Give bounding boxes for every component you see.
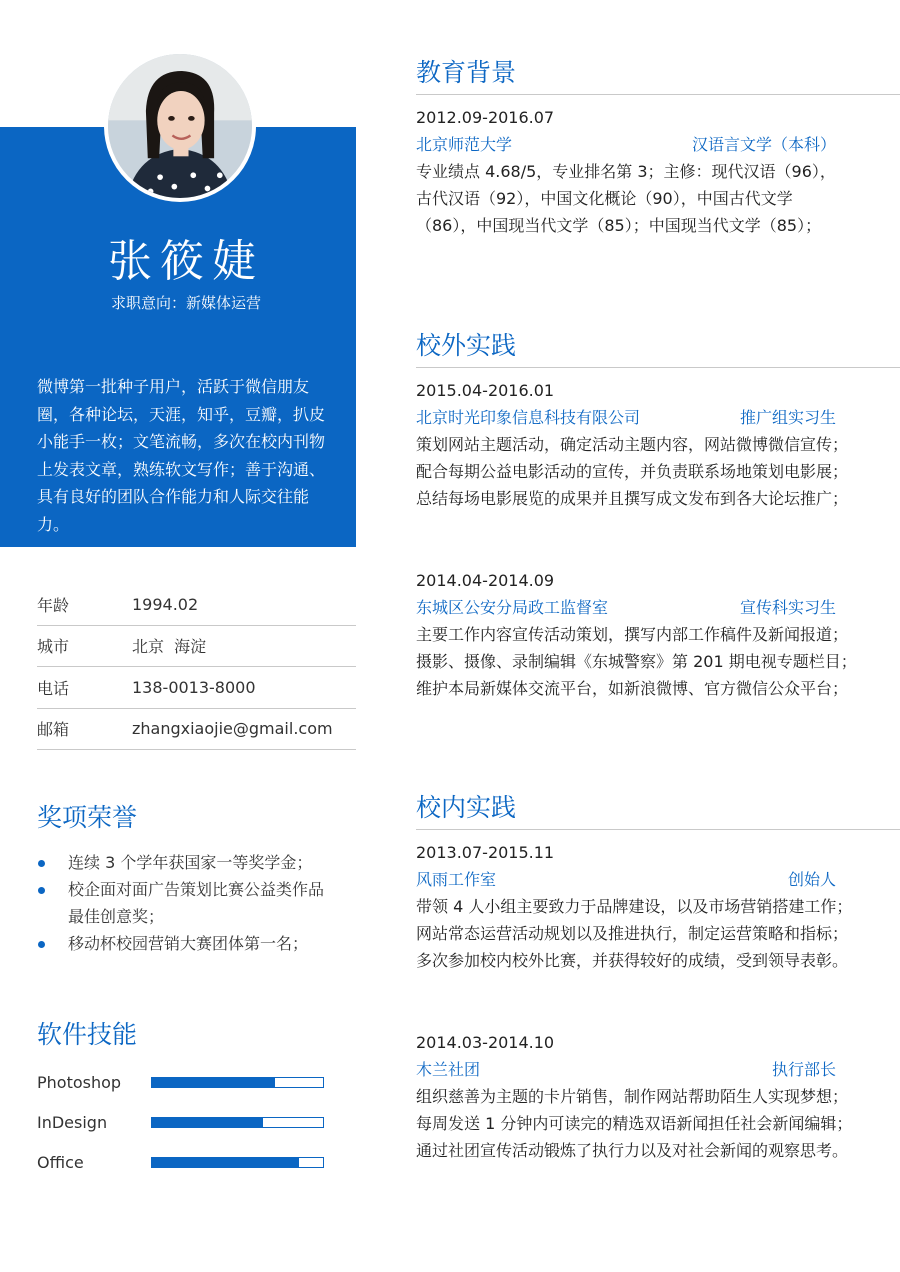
entry-date: 2014.03-2014.10 xyxy=(416,1033,555,1052)
entry-date: 2013.07-2015.11 xyxy=(416,843,555,862)
info-value: 北京 海淀 xyxy=(132,637,207,657)
entry-line: 每周发送 1 分钟内可读完的精选双语新闻担任社会新闻编辑； xyxy=(416,1114,853,1133)
education-entry xyxy=(416,104,900,239)
list-item xyxy=(37,849,337,876)
experience-entry xyxy=(416,1029,900,1164)
role: 创始人 xyxy=(787,870,836,889)
info-row-age xyxy=(37,584,356,626)
entry-line: 主要工作内容宣传活动策划，撰写内部工作稿件及新闻报道； xyxy=(416,625,849,644)
org-row xyxy=(416,594,836,621)
info-row-city xyxy=(37,626,356,668)
internal-practice-section xyxy=(416,789,900,1164)
bullet-icon xyxy=(38,887,45,894)
org-name: 东城区公安分局政工监督室 xyxy=(416,598,609,617)
skills-heading: 软件技能 xyxy=(37,1020,138,1049)
skill-bar-fill xyxy=(152,1078,275,1087)
divider xyxy=(416,94,900,95)
skill-bar xyxy=(151,1157,324,1168)
entry-date: 2012.09-2016.07 xyxy=(416,108,555,127)
divider xyxy=(416,829,900,830)
info-label: 邮箱 xyxy=(37,720,70,740)
awards-list xyxy=(37,849,337,957)
info-label: 年龄 xyxy=(37,595,70,615)
entry-line: 配合每期公益电影活动的宣传，并负责联系场地策划电影展； xyxy=(416,462,849,481)
candidate-name: 张筱婕 xyxy=(108,236,264,287)
skill-bar xyxy=(151,1117,324,1128)
skill-bar xyxy=(151,1077,324,1088)
org-name: 北京时光印象信息科技有限公司 xyxy=(416,408,641,427)
section-title: 校内实践 xyxy=(416,793,517,822)
school-name: 北京师范大学 xyxy=(416,135,513,154)
entry-date: 2014.04-2014.09 xyxy=(416,571,555,590)
entry-line: 带领 4 人小组主要致力于品牌建设，以及市场营销搭建工作； xyxy=(416,897,853,916)
skill-row xyxy=(37,1142,337,1182)
experience-entry xyxy=(416,567,900,702)
skill-name: Office xyxy=(37,1152,84,1172)
org-name: 风雨工作室 xyxy=(416,870,497,889)
entry-line: 策划网站主题活动，确定活动主题内容，网站微博微信宣传； xyxy=(416,435,849,454)
skill-row xyxy=(37,1062,337,1102)
info-row-phone xyxy=(37,667,356,709)
org-row xyxy=(416,866,836,893)
info-value: 138-0013-8000 xyxy=(132,677,256,697)
major: 汉语言文学（本科） xyxy=(691,135,836,154)
entry-line: 摄影、摄像、录制编辑《东城警察》第 201 期电视专题栏目； xyxy=(416,652,857,671)
org-name: 木兰社团 xyxy=(416,1060,481,1079)
list-item xyxy=(37,930,337,957)
portrait-photo xyxy=(108,54,252,198)
info-row-email xyxy=(37,709,356,751)
job-intent: 求职意向：新媒体运营 xyxy=(110,294,261,312)
divider xyxy=(416,367,900,368)
info-label: 电话 xyxy=(37,678,70,698)
education-details: 专业绩点 4.68/5，专业排名第 3；主修：现代汉语（96），古代汉语（92），中国文化概论（90），中国古代文学（86），中国现当代文学（85）；中国现当代文学（85）； xyxy=(416,162,836,235)
skill-name: Photoshop xyxy=(37,1072,122,1092)
role: 执行部长 xyxy=(771,1060,836,1079)
entry-line: 总结每场电影展览的成果并且撰写成文发布到各大论坛推广； xyxy=(416,489,849,508)
section-title: 校外实践 xyxy=(416,331,517,360)
info-label: 城市 xyxy=(37,637,70,657)
info-value: 1994.02 xyxy=(132,594,199,614)
award-text: 移动杯校园营销大赛团体第一名； xyxy=(68,934,309,953)
entry-line: 多次参加校内校外比赛，并获得较好的成绩，受到领导表彰。 xyxy=(416,951,849,970)
bullet-icon xyxy=(38,860,45,867)
entry-line: 通过社团宣传活动锻炼了执行力以及对社会新闻的观察思考。 xyxy=(416,1141,849,1160)
avatar xyxy=(104,50,256,202)
skill-bar-fill xyxy=(152,1158,299,1167)
org-row xyxy=(416,131,836,158)
awards-heading: 奖项荣誉 xyxy=(37,803,138,832)
award-text: 连续 3 个学年获国家一等奖学金； xyxy=(68,853,313,872)
experience-entry xyxy=(416,377,900,512)
external-practice-section xyxy=(416,327,900,702)
skill-row xyxy=(37,1102,337,1142)
list-item xyxy=(37,876,337,930)
experience-entry xyxy=(416,839,900,974)
skill-bar-fill xyxy=(152,1118,263,1127)
education-section xyxy=(416,54,900,239)
self-introduction: 微博第一批种子用户，活跃于微信朋友圈，各种论坛，天涯，知乎，豆瓣，扒皮小能手一枚；文笔流畅，多次在校内刊物上发表文章，熟练软文写作；善于沟通、具有良好的团队合作能力和人际交往能力。 xyxy=(37,377,326,534)
skills-list xyxy=(37,1062,337,1182)
org-row xyxy=(416,404,836,431)
personal-info-table xyxy=(37,584,356,750)
info-value: zhangxiaojie@gmail.com xyxy=(132,719,333,739)
section-title: 教育背景 xyxy=(416,58,517,87)
org-row xyxy=(416,1056,836,1083)
role: 宣传科实习生 xyxy=(739,598,836,617)
bullet-icon xyxy=(38,941,45,948)
entry-line: 组织慈善为主题的卡片销售，制作网站帮助陌生人实现梦想； xyxy=(416,1087,849,1106)
role: 推广组实习生 xyxy=(739,408,836,427)
entry-date: 2015.04-2016.01 xyxy=(416,381,555,400)
entry-line: 维护本局新媒体交流平台，如新浪微博、官方微信公众平台； xyxy=(416,679,849,698)
skill-name: InDesign xyxy=(37,1112,108,1132)
entry-line: 网站常态运营活动规划以及推进执行，制定运营策略和指标； xyxy=(416,924,849,943)
award-text: 校企面对面广告策划比赛公益类作品最佳创意奖； xyxy=(68,880,325,926)
